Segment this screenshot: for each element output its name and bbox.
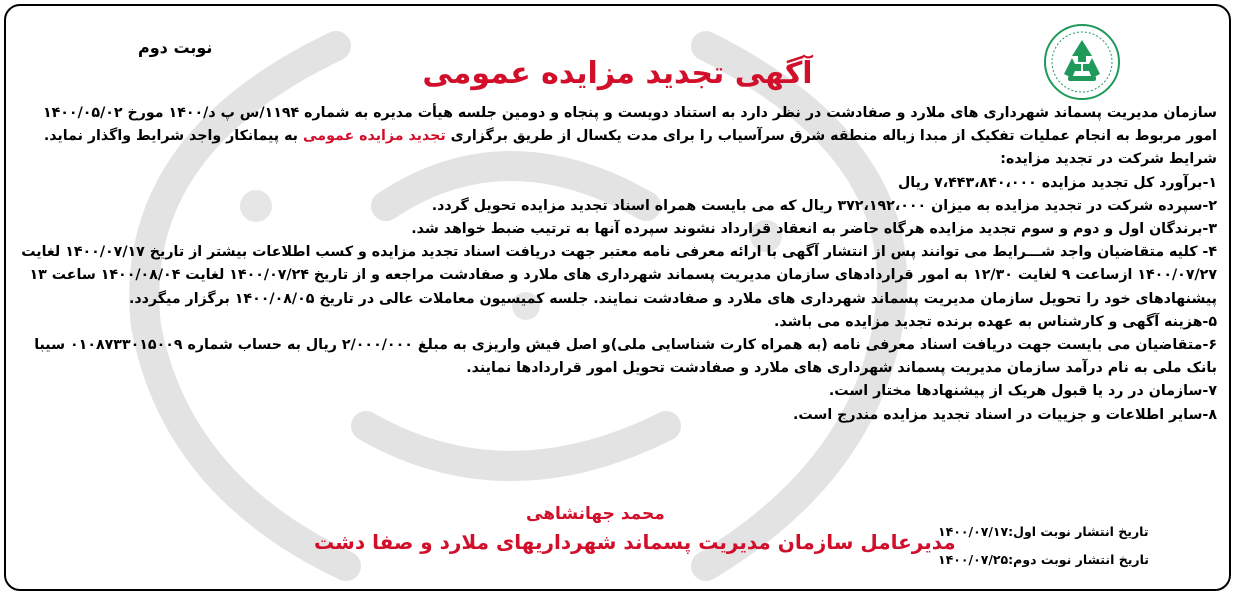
notice-title: آگهی تجدید مزایده عمومی [422,56,813,91]
condition-item: ۶-متقاضیان می بایست جهت دریافت اسناد معرفی نامه (به همراه کارت شناسایی ملی)و اصل فیش واریزی به مبلغ ۲/۰۰۰/۰۰۰ ریال به حساب شماره ۰۱۰۸۷۳۳۰۱۵۰۰۹ سیبا بانک ملی به نام درآمد سازمان مدیریت پسماند شهرداری های ملارد و صفادشت تحویل امور قراردادها نمایند. [34,337,1217,377]
intro-paragraph: سازمان مدیریت پسماند شهرداری های ملارد و صفادشت در نظر دارد به استناد دویست و پنجاه و دومین جلسه هیأت مدیره به شماره ۱۱۹۴/س پ د/۱۴۰۰ مورخ ۱۴۰۰/۰۵/۰۲ امور مربوط به انجام عملیات تفکیک از مبدا زباله منطقه شرق سرآسیاب را برای مدت یکسال از طریق برگزاری تجدید مزایده عمومی به پیمانکار واجد شرایط واگذار نماید. [42,105,1217,145]
signer-title: مدیرعامل سازمان مدیریت پسماند شهرداریهای ملارد و صفا دشت [314,530,956,554]
condition-item: ۲-سپرده شرکت در تجدید مزایده به میزان ۳۷۲،۱۹۲،۰۰۰ ریال که می بایست همراه اسناد تجدید مزایده تحویل گردد. [431,197,1217,214]
conditions-heading: شرایط شرکت در تجدید مزایده: [1000,151,1217,168]
condition-item: ۴- کلیه متقاضیان واجد شـــرایط می توانند پس از انتشار آگهی با ارائه معرفی نامه معتبر جهت دریافت اسناد تجدید مزایده و کسب اطلاعات بیشتر از تاریخ ۱۴۰۰/۰۷/۱۷ لغایت ۱۴۰۰/۰۷/۲۷ ازساعت ۹ لغایت ۱۲/۳۰ به امور قراردادهای سازمان مدیریت پسماند شهرداری های ملارد و صفادشت مراجعه و از تاریخ ۱۴۰۰/۰۷/۲۴ لغایت ۱۴۰۰/۰۸/۰۴ ساعت ۱۳ پیشنهادهای خود را تحویل سازمان مدیریت پسماند شهرداری های ملارد و صفادشت نمایند. جلسه کمیسیون معاملات عالی در تاریخ ۱۴۰۰/۰۸/۰۵ برگزار میگردد. [21,244,1217,307]
notice-frame [4,4,1231,591]
notice-body [16,102,1217,427]
condition-item: ۸-سایر اطلاعات و جزییات در اسناد تجدید مزایده مندرج است. [793,406,1217,423]
condition-item: ۵-هزینه آگهی و کارشناس به عهده برنده تجدید مزایده می باشد. [774,313,1217,330]
second-publication-date: تاریخ انتشار نوبت دوم:۱۴۰۰/۰۷/۲۵ [938,552,1150,567]
condition-item: ۷-سازمان در رد یا قبول هریک از پیشنهادها مختار است. [828,383,1217,400]
condition-item: ۳-برندگان اول و دوم و سوم تجدید مزایده هرگاه حاضر به انعقاد قرارداد نشوند سپرده آنها به ترتیب ضبط خواهد شد. [411,221,1217,238]
signer-name: محمد جهانشاهی [526,504,665,524]
condition-item: ۱-برآورد کل تجدید مزایده ۷،۴۴۳،۸۴۰،۰۰۰ ریال [898,174,1217,191]
first-publication-date: تاریخ انتشار نوبت اول:۱۴۰۰/۰۷/۱۷ [938,524,1149,539]
round-label: نوبت دوم [138,38,213,57]
intro-highlight: تجدید مزایده عمومی [302,128,446,145]
